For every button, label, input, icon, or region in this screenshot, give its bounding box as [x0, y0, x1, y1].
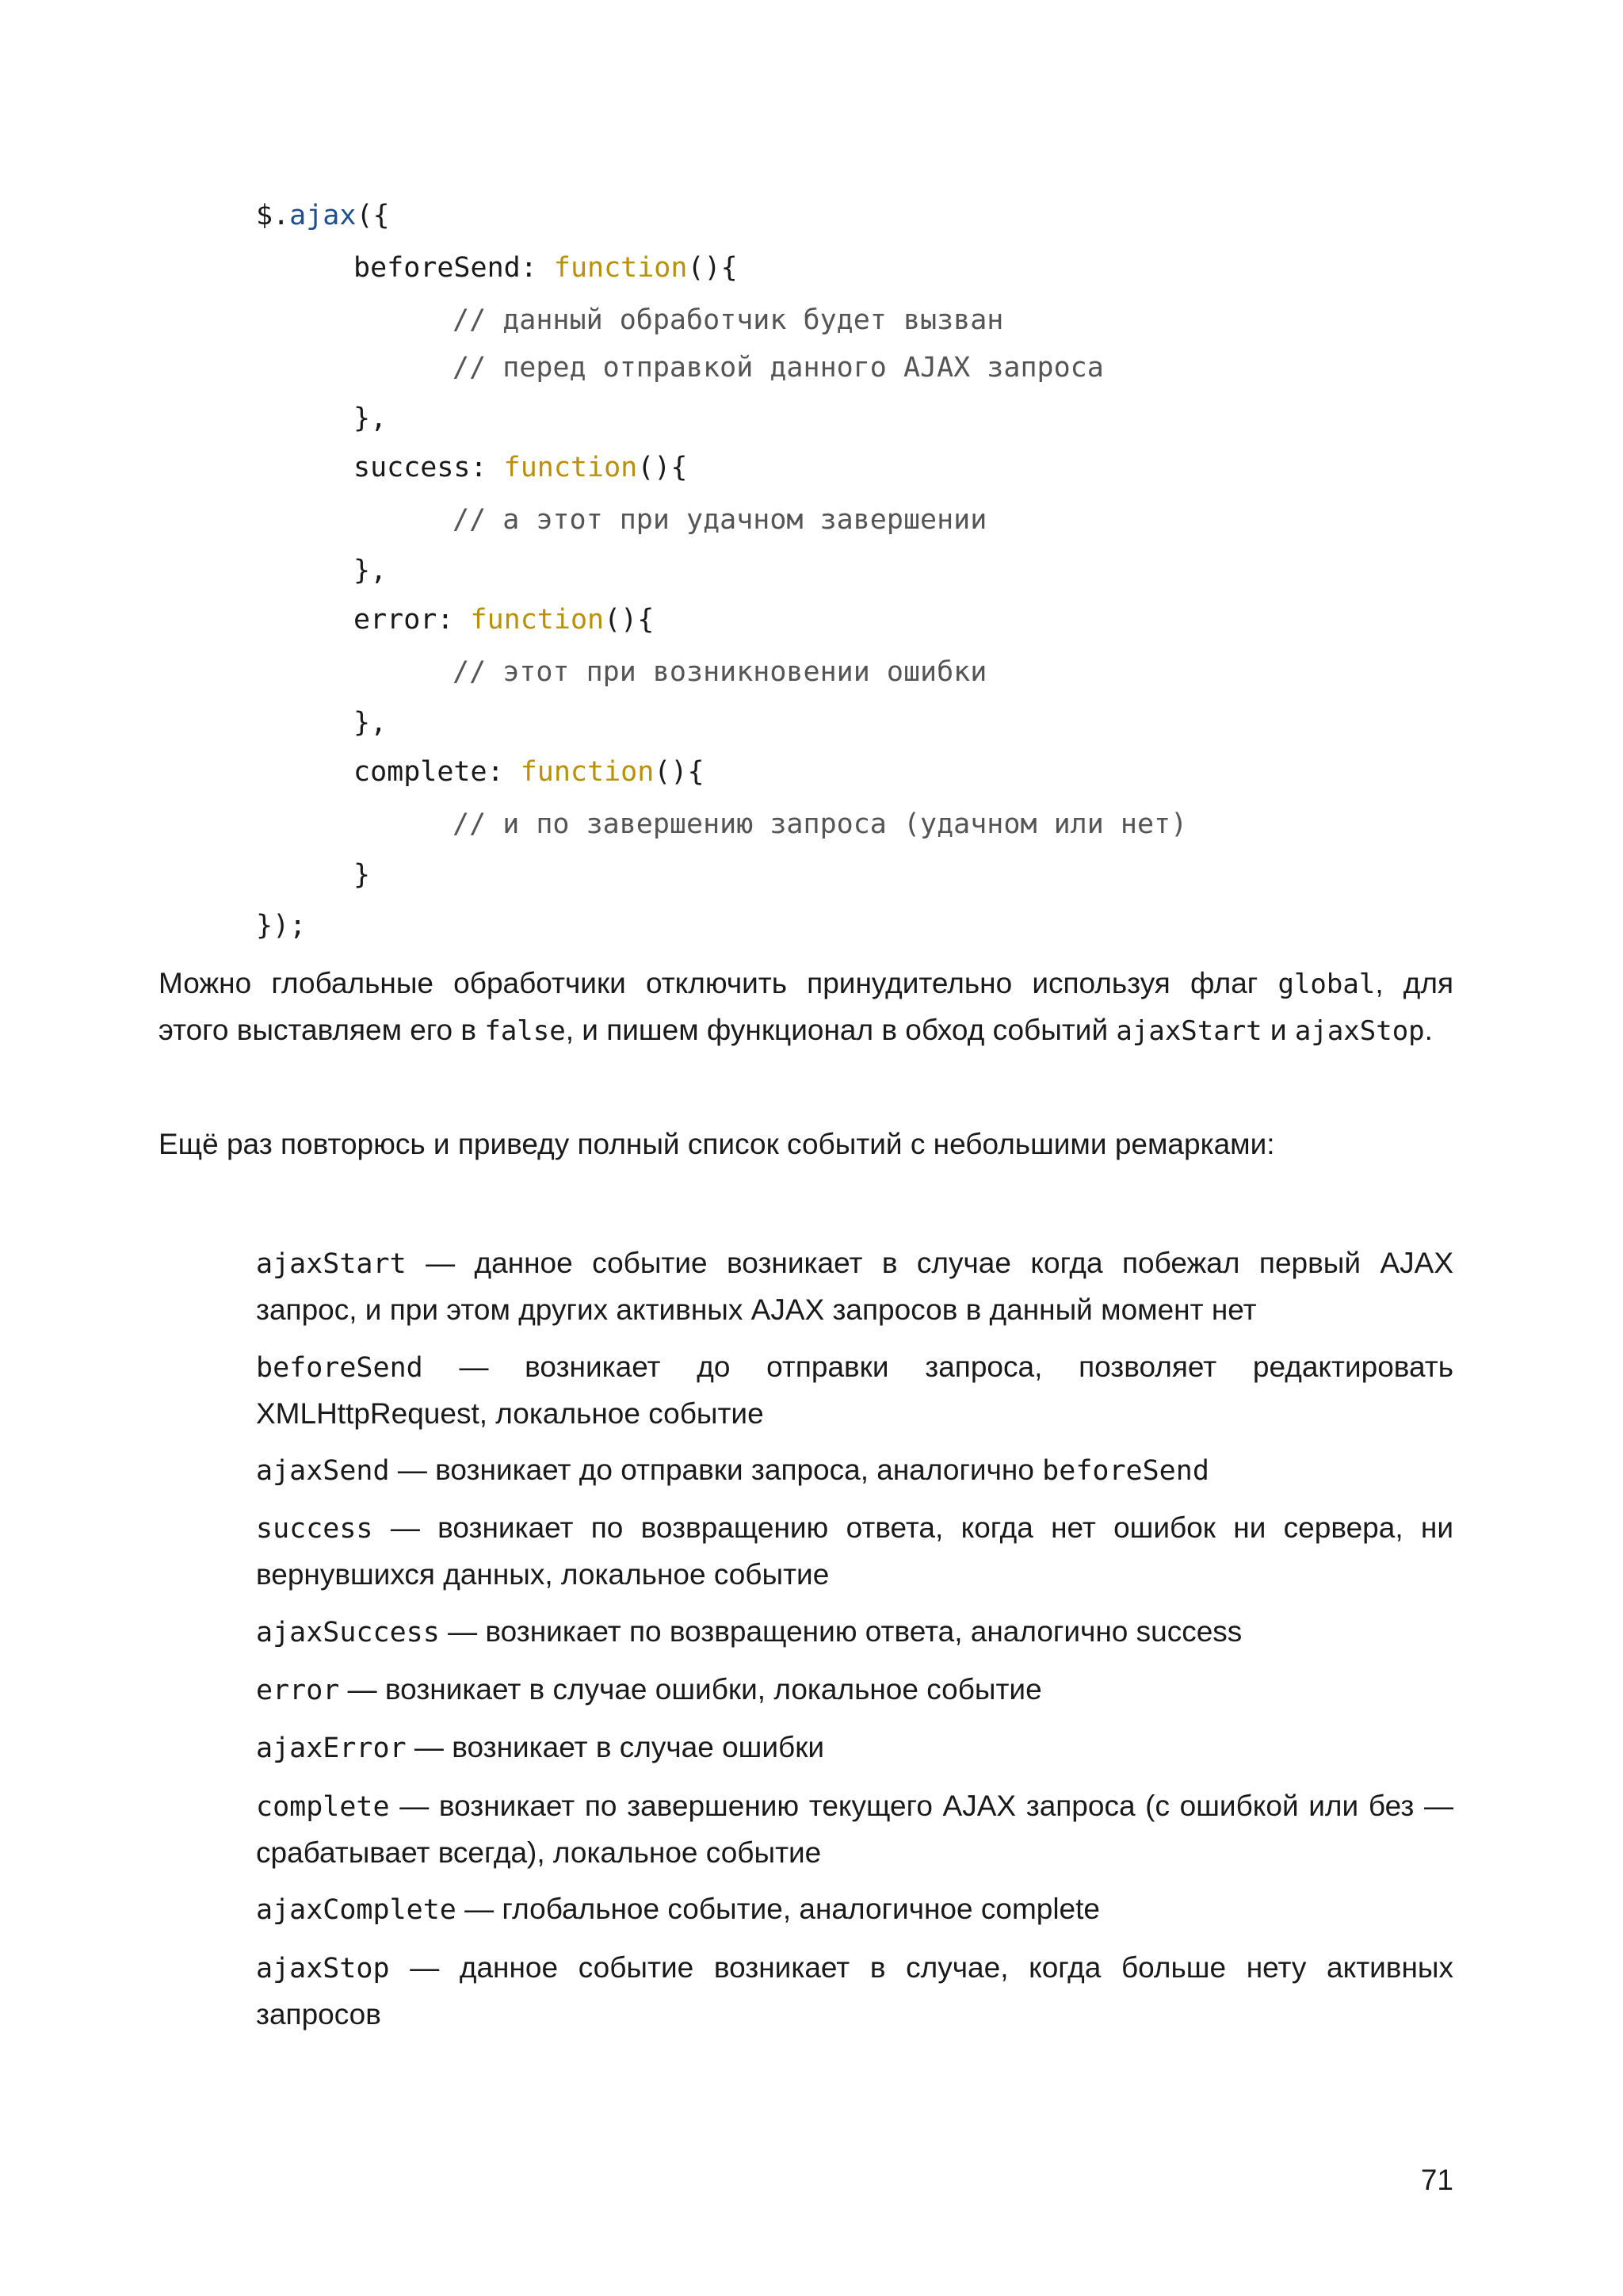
- code-line: }: [353, 859, 371, 891]
- text: Можно глобальные обработчики отключить принудительно используя флаг: [158, 967, 1278, 999]
- list-item-line: [256, 1505, 1453, 1552]
- event-name: ajaxStop: [256, 1953, 390, 1985]
- list-item-line: [256, 1667, 1453, 1713]
- list-item-line: [256, 1240, 1453, 1287]
- list-item: [256, 1945, 1453, 2037]
- event-description: — данное событие возникает в случае когда побежал первый AJAX: [406, 1247, 1453, 1279]
- paragraph-global-flag: [158, 961, 1453, 1054]
- list-item: [256, 1667, 1453, 1713]
- inline-code: beforeSend: [1042, 1455, 1209, 1487]
- code-token: ({: [356, 200, 390, 231]
- list-item-line: [256, 1783, 1453, 1830]
- event-name: complete: [256, 1791, 390, 1823]
- code-comment: // перед отправкой данного AJAX запроса: [453, 352, 1104, 384]
- code-line: },: [353, 555, 388, 586]
- text: , и пишем функционал в обход событий: [565, 1014, 1117, 1046]
- code-block: [0, 0, 1188, 942]
- list-item: [256, 1505, 1453, 1597]
- code-line: },: [353, 707, 388, 739]
- code-token: (){: [604, 604, 655, 636]
- code-token: error:: [353, 604, 471, 636]
- event-description: срабатывает всегда), локальное событие: [256, 1836, 822, 1869]
- event-name: beforeSend: [256, 1352, 423, 1384]
- event-description: — возникает в случае ошибки: [406, 1731, 825, 1763]
- list-item-line: [256, 1344, 1453, 1391]
- event-description: вернувшихся данных, локальное событие: [256, 1558, 830, 1591]
- list-item-line: [256, 1886, 1453, 1933]
- event-name: ajaxSend: [256, 1455, 390, 1487]
- list-item-line: [256, 1945, 1453, 1992]
- event-description: — возникает по возвращению ответа, аналогично success: [439, 1615, 1243, 1648]
- list-item: [256, 1344, 1453, 1436]
- paragraph-line: [158, 1007, 1453, 1054]
- text: этого выставляем его в: [158, 1014, 485, 1046]
- code-line: [353, 756, 705, 788]
- code-line: [256, 200, 390, 231]
- text: и: [1262, 1014, 1295, 1046]
- event-name: ajaxComplete: [256, 1894, 456, 1926]
- text: , для: [1375, 967, 1453, 999]
- code-keyword: function: [503, 452, 638, 483]
- event-name: ajaxStart: [256, 1248, 407, 1280]
- code-line: [353, 452, 687, 483]
- list-item: [256, 1447, 1453, 1494]
- event-description: запросов: [256, 1998, 381, 2030]
- event-name: success: [256, 1513, 373, 1545]
- inline-code: ajaxStop: [1294, 1015, 1425, 1047]
- event-name: ajaxError: [256, 1733, 407, 1764]
- code-comment: // и по завершению запроса (удачном или нет): [453, 808, 1188, 840]
- list-item-line: [256, 1447, 1453, 1494]
- code-keyword: function: [520, 756, 655, 788]
- code-token: beforeSend:: [353, 252, 554, 284]
- inline-code: false: [484, 1015, 566, 1047]
- event-description: — возникает до отправки запроса, позволяет редактировать: [422, 1350, 1453, 1383]
- code-line: },: [353, 403, 388, 434]
- inline-code: ajaxStart: [1116, 1015, 1262, 1047]
- event-description: — возникает по возвращению ответа, когда нет ошибок ни сервера, ни: [372, 1511, 1453, 1544]
- list-item: [256, 1725, 1453, 1771]
- code-token: $.: [256, 200, 290, 231]
- code-function-name: ajax: [289, 200, 357, 231]
- event-description: — данное событие возникает в случае, когда больше нету активных: [389, 1951, 1453, 1984]
- code-line: [353, 604, 654, 636]
- code-line: [353, 252, 738, 284]
- inline-code: global: [1277, 968, 1376, 1000]
- event-description: — глобальное событие, аналогичное complete: [456, 1893, 1100, 1925]
- event-name: error: [256, 1675, 340, 1706]
- paragraph-line: [158, 961, 1453, 1007]
- code-token: success:: [353, 452, 504, 483]
- text: .: [1424, 1014, 1433, 1046]
- event-description: запрос, и при этом других активных AJAX запросов в данный момент нет: [256, 1293, 1257, 1326]
- code-comment: // этот при возникновении ошибки: [453, 656, 987, 688]
- list-item: [256, 1609, 1453, 1656]
- code-token: (){: [654, 756, 705, 788]
- page-number: 71: [1420, 2164, 1453, 2196]
- code-keyword: function: [553, 252, 688, 284]
- code-token: complete:: [353, 756, 521, 788]
- event-name: ajaxSuccess: [256, 1617, 440, 1648]
- list-item: [256, 1240, 1453, 1332]
- event-description: — возникает в случае ошибки, локальное событие: [339, 1673, 1042, 1706]
- code-comment: // данный обработчик будет вызван: [453, 304, 1004, 336]
- code-comment: // а этот при удачном завершении: [453, 504, 987, 536]
- paragraph-line: Ещё раз повторюсь и приведу полный список событий с небольшими ремарками:: [158, 1128, 1275, 1160]
- list-item: [256, 1783, 1453, 1875]
- code-token: (){: [687, 252, 738, 284]
- event-description: — возникает по завершению текущего AJAX запроса (с ошибкой или без —: [389, 1790, 1453, 1822]
- event-description: XMLHttpRequest, локальное событие: [256, 1397, 764, 1430]
- list-item-line: [256, 1725, 1453, 1771]
- code-keyword: function: [470, 604, 605, 636]
- code-token: (){: [637, 452, 688, 483]
- event-description: — возникает до отправки запроса, аналогично: [389, 1454, 1043, 1486]
- paragraph-intro-list: [158, 1121, 1453, 1167]
- list-item-line: [256, 1609, 1453, 1656]
- code-line: });: [256, 910, 307, 942]
- list-item: [256, 1886, 1453, 1933]
